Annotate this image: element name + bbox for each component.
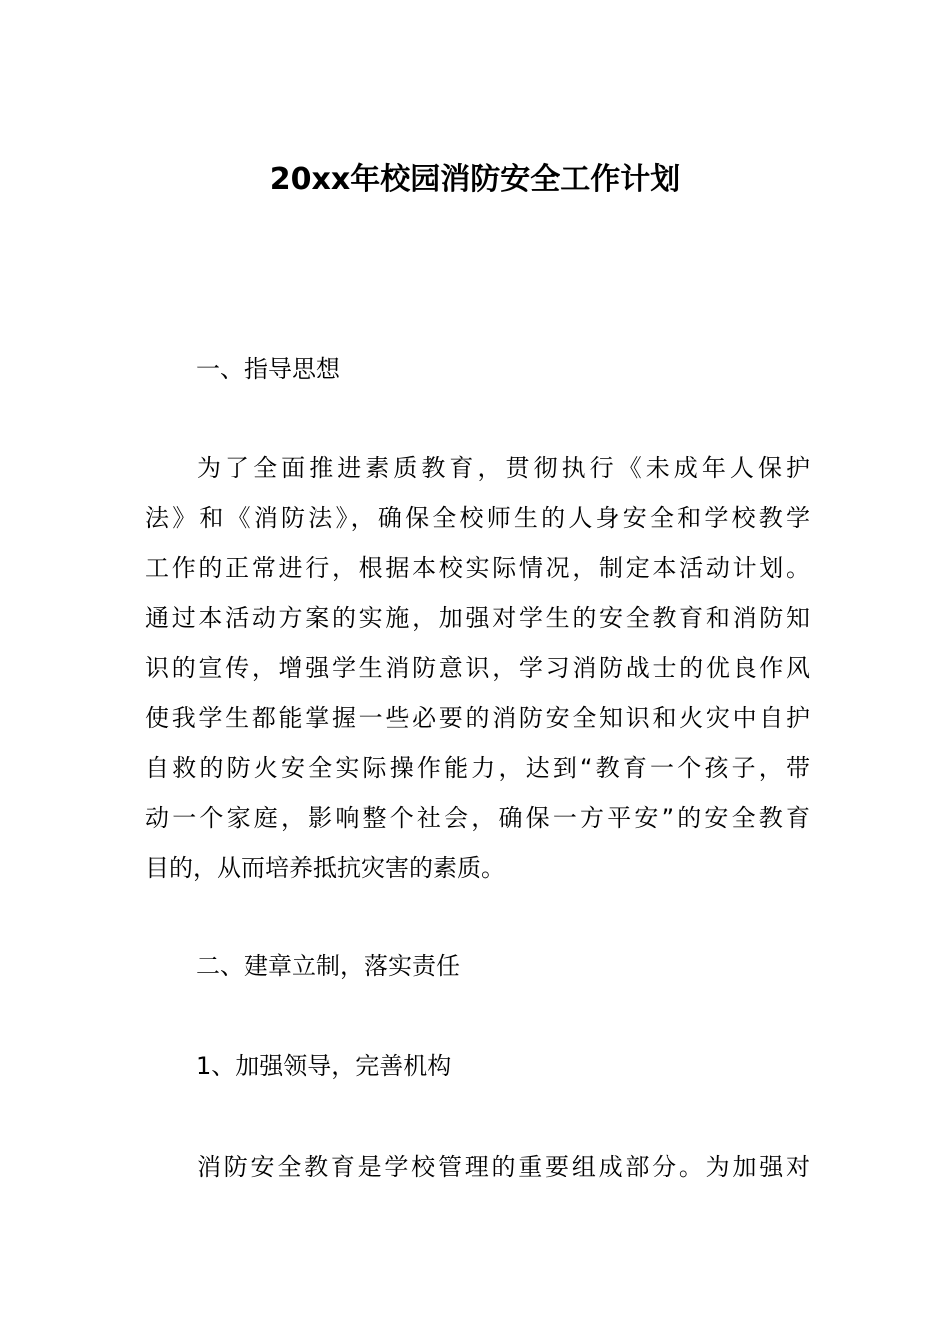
section-heading-rules-responsibility: 二、建章立制，落实责任 [196, 952, 460, 980]
section-heading-guiding-ideology: 一、指导思想 [196, 355, 340, 383]
paragraph-line: 为了全面推进素质教育，贯彻执行《未成年人保护 [197, 454, 810, 482]
paragraph-line: 工作的正常进行，根据本校实际情况，制定本活动计划。 [145, 554, 810, 582]
paragraph-line: 目的，从而培养抵抗灾害的素质。 [145, 854, 505, 882]
paragraph-line: 自救的防火安全实际操作能力，达到“教育一个孩子，带 [145, 754, 810, 782]
paragraph-line: 识的宣传，增强学生消防意识，学习消防战士的优良作风 [145, 654, 810, 682]
paragraph-line: 消防安全教育是学校管理的重要组成部分。为加强对 [197, 1153, 810, 1181]
paragraph-line: 动一个家庭，影响整个社会，确保一方平安”的安全教育 [145, 804, 810, 832]
subsection-heading-leadership: 1、加强领导，完善机构 [196, 1052, 452, 1080]
paragraph-guiding-ideology [145, 443, 810, 893]
paragraph-line: 法》和《消防法》，确保全校师生的人身安全和学校教学 [145, 504, 810, 532]
paragraph-leadership [145, 1142, 810, 1192]
paragraph-line: 使我学生都能掌握一些必要的消防安全知识和火灾中自护 [145, 704, 810, 732]
document-title: 20xx年校园消防安全工作计划 [269, 162, 681, 197]
paragraph-line: 通过本活动方案的实施，加强对学生的安全教育和消防知 [145, 604, 810, 632]
